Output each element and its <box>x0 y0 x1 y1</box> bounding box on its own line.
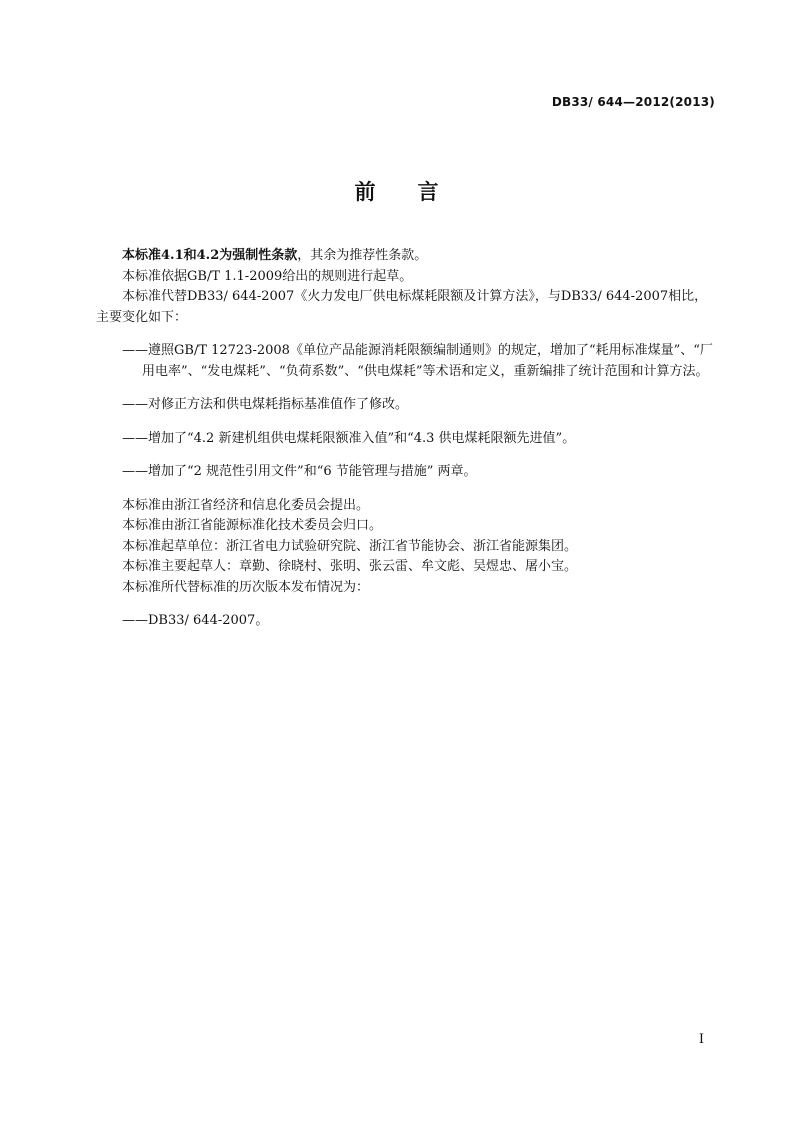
change-item-limits: ——增加了“4.2 新建机组供电煤耗限额准入值”和“4.3 供电煤耗限额先进值”。 <box>122 430 576 446</box>
change-item-terms: ——遵照GB/T 12723-2008《单位产品能源消耗限额编制通则》的规定，增加了“耗用标准煤量”、“厂用电率”、“发电煤耗”、“负荷系数”、“供电煤耗”等术语和定义，重新编排了统计范围和计算方法。 <box>122 343 713 379</box>
page-number: I <box>698 1032 704 1047</box>
mandatory-clauses-rest: ，其余为推荐性条款。 <box>297 248 428 263</box>
paragraph-drafting-rules: 本标准依据GB/T 1.1-2009给出的规则进行起草。 <box>122 268 413 284</box>
previous-version-item: ——DB33/ 644-2007。 <box>122 613 269 628</box>
paragraph-proposed-by: 本标准由浙江省经济和信息化委员会提出。 <box>122 497 370 513</box>
paragraph-drafting-units: 本标准起草单位：浙江省电力试验研究院、浙江省节能协会、浙江省能源集团。 <box>122 538 578 554</box>
mandatory-clauses-bold: 本标准4.1和4.2为强制性条款 <box>122 248 298 263</box>
change-item-correction: ——对修正方法和供电煤耗指标基准值作了修改。 <box>122 397 409 412</box>
foreword-body <box>96 246 716 645</box>
page-title: 前 言 <box>354 179 439 204</box>
paragraph-under-jurisdiction: 本标准由浙江省能源标准化技术委员会归口。 <box>122 518 383 533</box>
paragraph-replaces: 本标准代替DB33/ 644-2007《火力发电厂供电标煤耗限额及计算方法》，与DB33/ 644-2007相比，主要变化如下： <box>96 289 708 325</box>
paragraph-drafters: 本标准主要起草人：章勤、徐晓村、张明、张云雷、牟文彪、吴煜忠、屠小宝。 <box>122 559 578 574</box>
document-code: DB33/ 644—2012(2013) <box>551 95 715 109</box>
paragraph-mandatory-clauses <box>96 246 716 267</box>
change-item-chapters: ——增加了“2 规范性引用文件”和“6 节能管理与措施” 两章。 <box>122 464 477 479</box>
paragraph-previous-versions: 本标准所代替标准的历次版本发布情况为： <box>122 579 370 595</box>
